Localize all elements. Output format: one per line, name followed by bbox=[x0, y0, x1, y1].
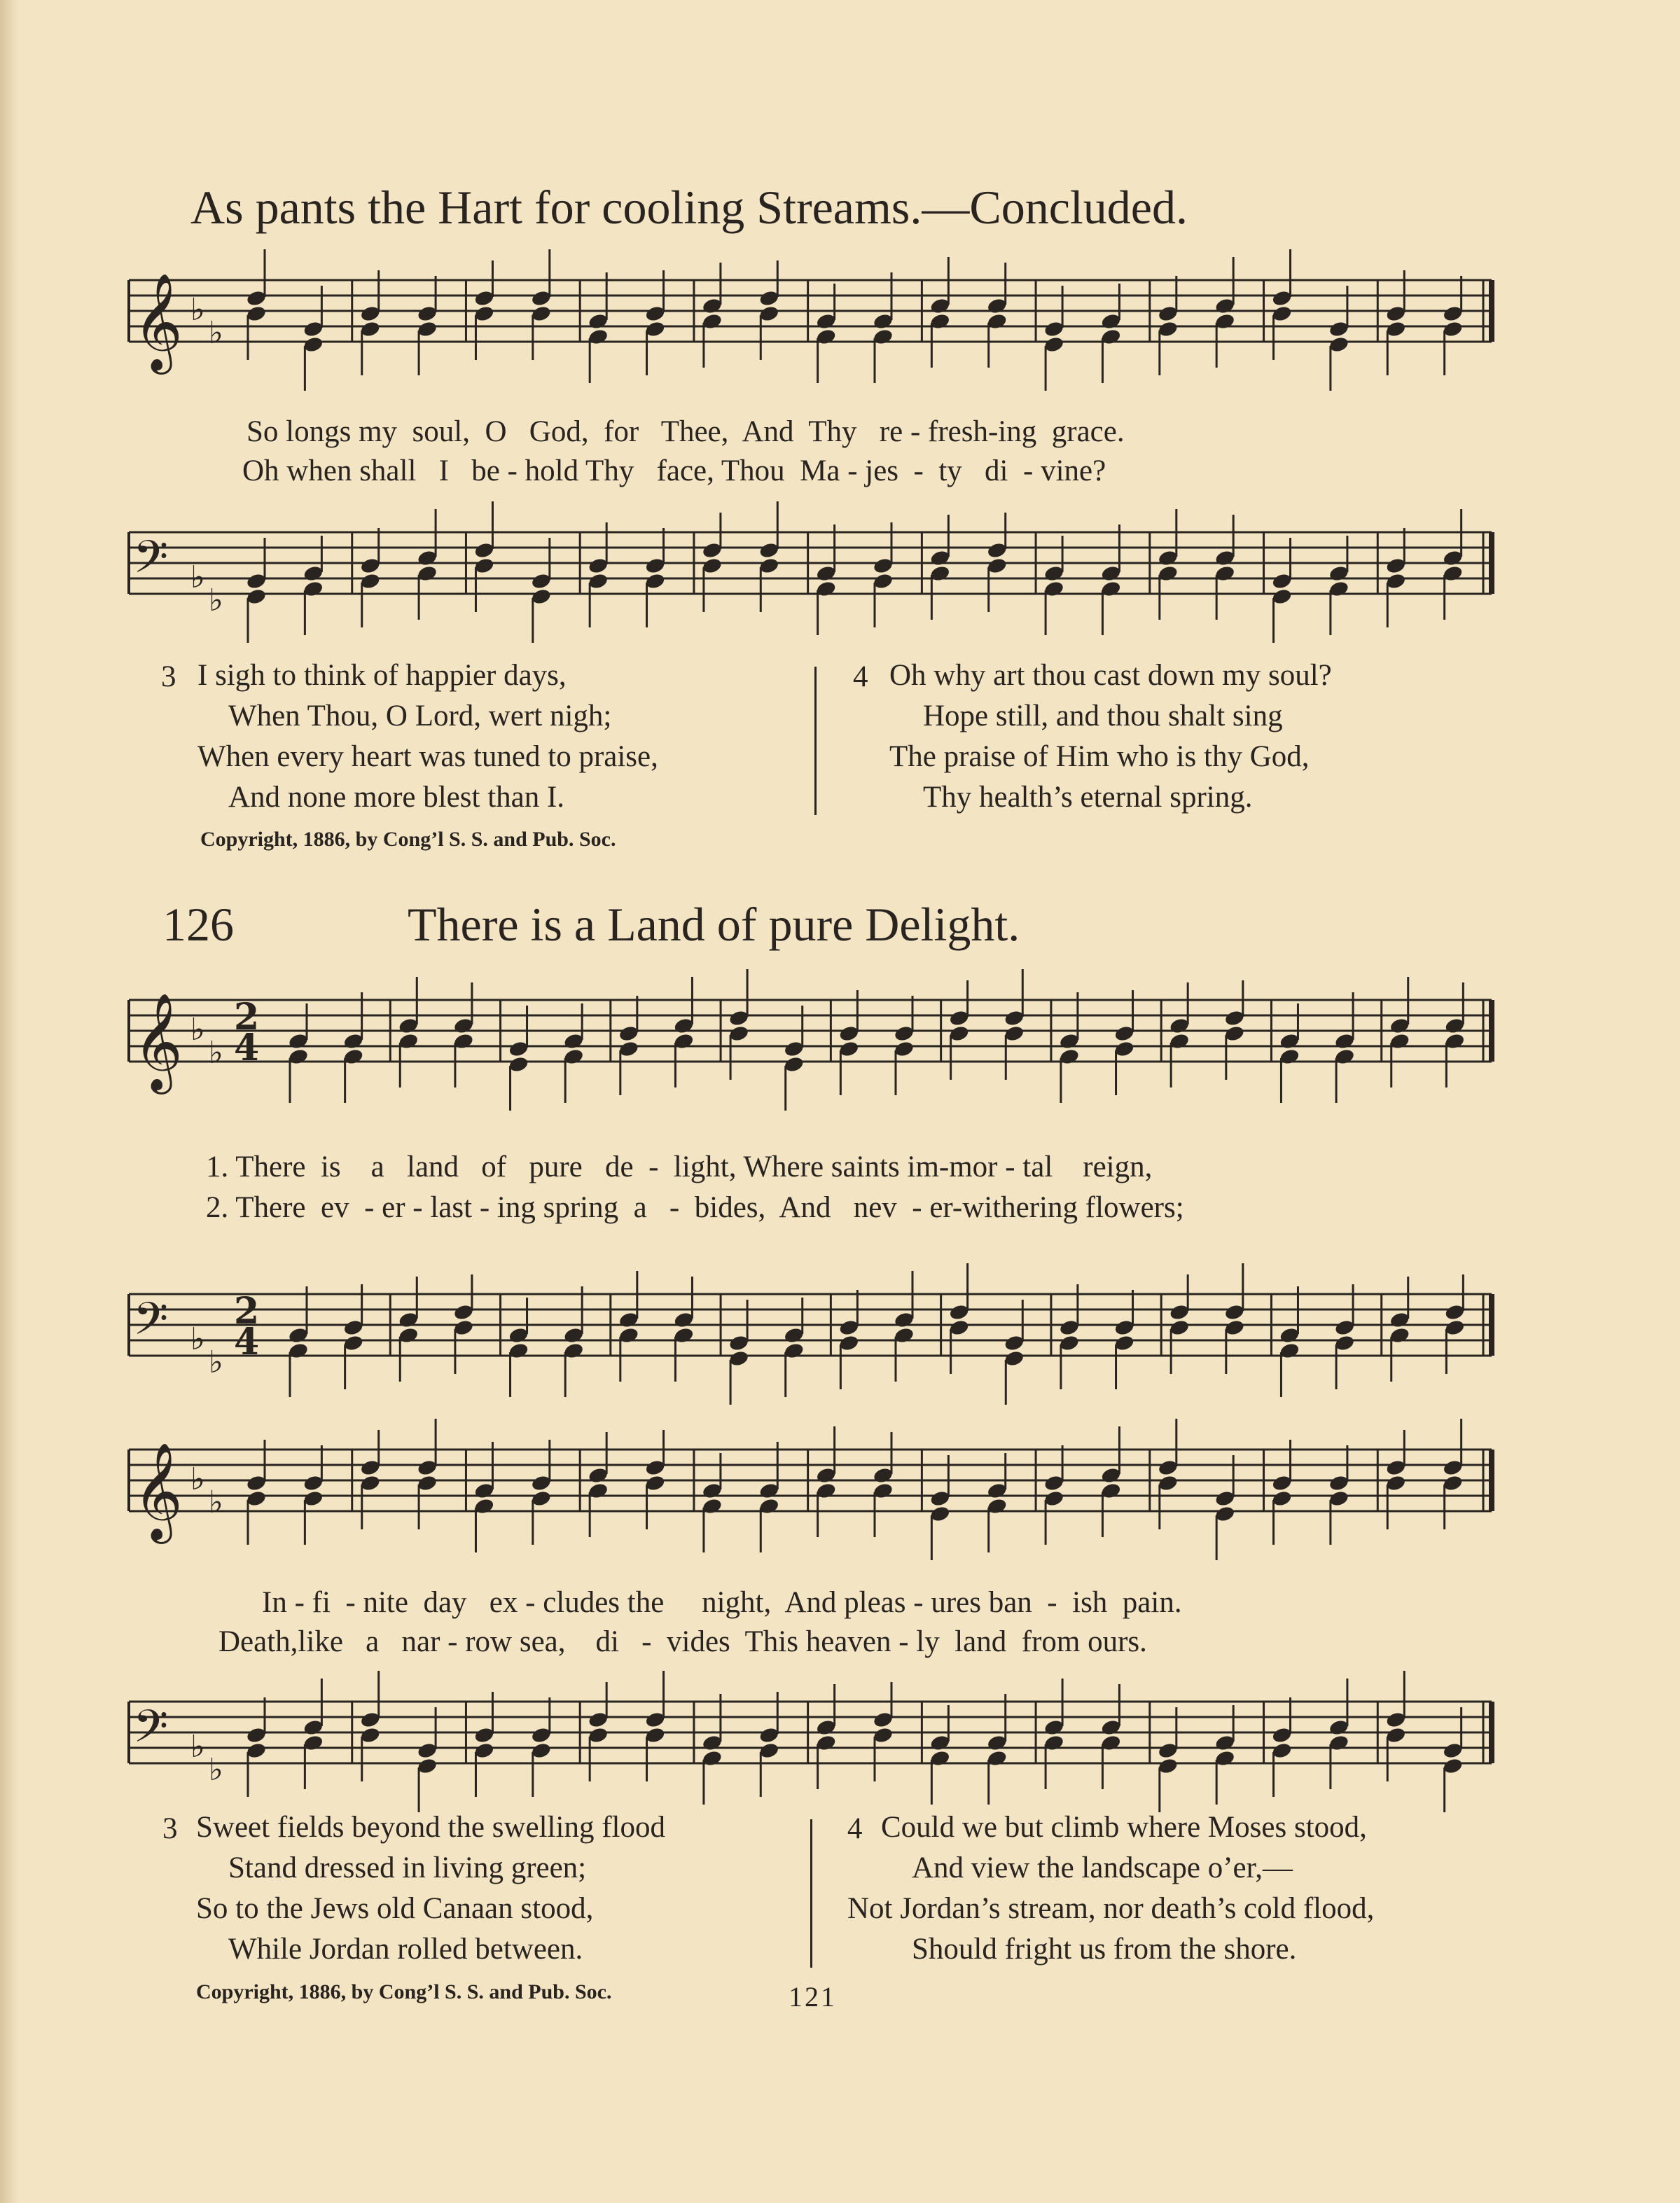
time-signature-bottom: 4 bbox=[234, 1027, 260, 1069]
hymn-126-verse-4-line-4: Should fright us from the shore. bbox=[912, 1933, 1297, 1966]
hymn-125-copyright: Copyright, 1886, by Cong’l S. S. and Pub. Soc. bbox=[200, 828, 616, 851]
hymn-125-verse-4-line-1: Oh why art thou cast down my soul? bbox=[889, 659, 1332, 692]
flat-sign: ♭ bbox=[209, 315, 223, 351]
bass-clef: 𝄢 bbox=[133, 1701, 169, 1764]
hymn-125-verse-3-line-4: And none more blest than I. bbox=[228, 781, 565, 814]
hymn-126-title: There is a Land of pure Delight. bbox=[408, 898, 1020, 951]
flat-sign: ♭ bbox=[190, 1012, 205, 1048]
hymn-125-verse-3-line-3: When every heart was tuned to praise, bbox=[197, 740, 658, 773]
page-number: 121 bbox=[789, 1981, 837, 2013]
flat-sign: ♭ bbox=[209, 1344, 223, 1380]
hymn-125-bass-staff bbox=[0, 518, 1680, 618]
hymn-126-bass-staff-1 bbox=[0, 1280, 1680, 1380]
hymn-126-number: 126 bbox=[162, 898, 234, 951]
hymn-126-verse-3-number: 3 bbox=[162, 1812, 178, 1845]
flat-sign: ♭ bbox=[209, 583, 223, 618]
hymn-126-verse-4-line-1: Could we but climb where Moses stood, bbox=[881, 1811, 1367, 1844]
time-signature-bottom: 4 bbox=[234, 1321, 260, 1363]
hymn-125-treble-staff bbox=[0, 266, 1680, 370]
hymn-125-lyric-line-1: So longs my soul, O God, for Thee, And Thy re - fresh-ing grace. bbox=[247, 415, 1125, 448]
hymn-126-verse-3-line-3: So to the Jews old Canaan stood, bbox=[196, 1892, 594, 1925]
hymn-126-treble-staff-1 bbox=[0, 986, 1680, 1090]
flat-sign: ♭ bbox=[190, 1729, 205, 1765]
flat-sign: ♭ bbox=[190, 1461, 205, 1497]
hymn-126-bass-staff-2 bbox=[0, 1688, 1680, 1788]
hymn-126-lyric-line-1b: In - fi - nite day ex - cludes the night, And pleas - ures ban - ish pain. bbox=[262, 1586, 1182, 1619]
verse-divider bbox=[810, 1819, 812, 1968]
hymn-126-lyric-line-1a: 1. There is a land of pure de - light, Where saints im-mor - tal reign, bbox=[206, 1151, 1153, 1183]
hymn-126-verse-3-line-1: Sweet fields beyond the swelling flood bbox=[196, 1811, 665, 1844]
hymn-126-lyric-line-2b: Death,like a nar - row sea, di - vides This heaven - ly land from ours. bbox=[218, 1625, 1147, 1658]
time-signature-top: 2 bbox=[234, 1290, 260, 1333]
hymn-125-title: As pants the Hart for cooling Streams.—Concluded. bbox=[190, 181, 1188, 234]
hymn-126-treble-staff-2 bbox=[0, 1436, 1680, 1540]
hymn-125-verse-3-line-2: When Thou, O Lord, wert nigh; bbox=[228, 700, 612, 732]
hymn-126-verse-3-line-4: While Jordan rolled between. bbox=[228, 1933, 583, 1966]
hymn-126-verse-4-number: 4 bbox=[847, 1812, 863, 1845]
hymn-125-verse-4-line-3: The praise of Him who is thy God, bbox=[889, 740, 1310, 773]
flat-sign: ♭ bbox=[209, 1752, 223, 1788]
hymn-125-lyric-line-2: Oh when shall I be - hold Thy face, Thou Ma - jes - ty di - vine? bbox=[242, 454, 1106, 487]
hymn-126-lyric-line-2a: 2. There ev - er - last - ing spring a - bides, And nev - er-withering flowers; bbox=[206, 1191, 1184, 1224]
hymn-125-verse-3-number: 3 bbox=[161, 660, 176, 693]
flat-sign: ♭ bbox=[190, 1321, 205, 1357]
hymn-125-verse-4-number: 4 bbox=[853, 660, 868, 693]
treble-clef: 𝄞 bbox=[133, 993, 183, 1090]
flat-sign: ♭ bbox=[190, 292, 205, 328]
hymn-126-copyright: Copyright, 1886, by Cong’l S. S. and Pub. Soc. bbox=[196, 1980, 612, 2003]
treble-clef: 𝄞 bbox=[133, 1443, 183, 1540]
flat-sign: ♭ bbox=[190, 560, 205, 595]
bass-clef: 𝄢 bbox=[133, 531, 169, 595]
hymn-125-verse-3-line-1: I sigh to think of happier days, bbox=[197, 659, 567, 692]
treble-clef: 𝄞 bbox=[133, 273, 183, 370]
time-signature-top: 2 bbox=[234, 996, 260, 1038]
verse-divider bbox=[814, 667, 817, 815]
flat-sign: ♭ bbox=[209, 1035, 223, 1071]
hymn-126-verse-4-line-2: And view the landscape o’er,— bbox=[912, 1851, 1293, 1884]
hymn-125-verse-4-line-2: Hope still, and thou shalt sing bbox=[923, 700, 1283, 732]
hymn-125-verse-4-line-4: Thy health’s eternal spring. bbox=[923, 781, 1253, 814]
bass-clef: 𝄢 bbox=[133, 1293, 169, 1356]
hymn-126-verse-4-line-3: Not Jordan’s stream, nor death’s cold flood, bbox=[847, 1892, 1375, 1925]
hymn-126-verse-3-line-2: Stand dressed in living green; bbox=[228, 1851, 587, 1884]
flat-sign: ♭ bbox=[209, 1485, 223, 1520]
